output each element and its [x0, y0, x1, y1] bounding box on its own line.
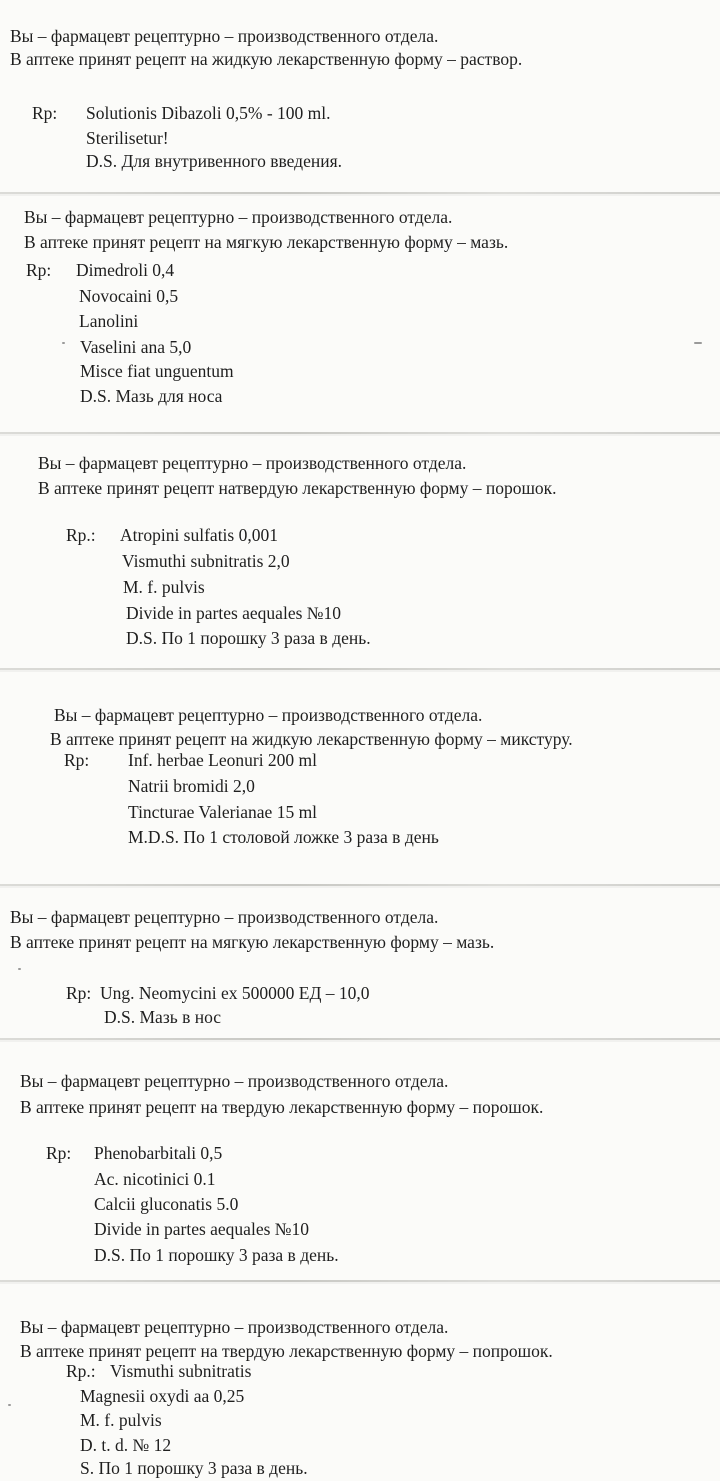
- rx-item: Atropini sulfatis 0,001: [120, 525, 278, 545]
- rx-item: Vismuthi subnitratis: [110, 1361, 252, 1381]
- rx-item: M.D.S. По 1 столовой ложке 3 раза в день: [128, 827, 439, 847]
- scan-speck: [8, 1404, 11, 1406]
- rp-label: Rp.:: [66, 525, 96, 545]
- scan-speck: [18, 968, 21, 970]
- rx-item: Solutionis Dibazoli 0,5% - 100 ml.: [86, 103, 331, 123]
- card-intro: В аптеке принят рецепт на твердую лекарственную форму – попрошок.: [20, 1341, 553, 1361]
- rx-item: Natrii bromidi 2,0: [128, 776, 255, 796]
- card-intro: В аптеке принят рецепт на твердую лекарственную форму – порошок.: [20, 1097, 544, 1117]
- cut-line: [0, 1038, 720, 1040]
- card-intro: В аптеке принят рецепт на жидкую лекарственную форму – микстуру.: [50, 729, 573, 749]
- cut-line: [0, 192, 720, 194]
- rx-item: Divide in partes aequales №10: [126, 603, 341, 623]
- rp-label: Rp:: [26, 260, 52, 280]
- rx-item: Vaselini ana 5,0: [80, 337, 192, 357]
- card-intro: В аптеке принят рецепт на мягкую лекарственную форму – мазь.: [24, 232, 509, 252]
- rx-item: Calcii gluconatis 5.0: [94, 1194, 239, 1214]
- cut-line: [0, 884, 720, 886]
- card-intro: В аптеке принят рецепт натвердую лекарственную форму – порошок.: [38, 478, 557, 498]
- rx-item: D.S. Мазь для носа: [80, 386, 223, 406]
- rp-label: Rp:: [32, 103, 58, 123]
- rx-item: Vismuthi subnitratis 2,0: [122, 551, 290, 571]
- rp-label: Rp:: [46, 1143, 72, 1163]
- rx-item: Lanolini: [79, 311, 139, 331]
- card-intro: Вы – фармацевт рецептурно – производственного отдела.: [20, 1317, 449, 1337]
- card-intro: В аптеке принят рецепт на жидкую лекарственную форму – раствор.: [10, 49, 523, 69]
- rx-item: Phenobarbitali 0,5: [94, 1143, 223, 1163]
- rx-item: Dimedroli 0,4: [76, 260, 175, 280]
- rx-item: Inf. herbae Leonuri 200 ml: [128, 750, 318, 770]
- cut-line: [0, 668, 720, 670]
- card-intro: Вы – фармацевт рецептурно – производственного отдела.: [10, 907, 439, 927]
- rx-item: Magnesii oxydi aa 0,25: [80, 1386, 245, 1406]
- card-intro: В аптеке принят рецепт на мягкую лекарственную форму – мазь.: [10, 932, 495, 952]
- rx-item: D.S. Мазь в нос: [104, 1007, 222, 1027]
- rp-label: Rp.:: [66, 1361, 96, 1381]
- rx-item: M. f. pulvis: [80, 1410, 162, 1430]
- rx-item: D.S. По 1 порошку 3 раза в день.: [126, 628, 371, 648]
- rx-item: M. f. pulvis: [123, 577, 205, 597]
- card-intro: Вы – фармацевт рецептурно – производственного отдела.: [54, 705, 483, 725]
- rx-item: S. По 1 порошку 3 раза в день.: [80, 1458, 308, 1478]
- rx-item: D. t. d. № 12: [80, 1435, 172, 1455]
- rx-item: Sterilisetur!: [86, 128, 169, 148]
- rx-item: Ung. Neomycini ex 500000 ЕД – 10,0: [100, 983, 370, 1003]
- rx-item: Novocaini 0,5: [79, 286, 179, 306]
- card-intro: Вы – фармацевт рецептурно – производственного отдела.: [10, 26, 439, 46]
- rx-item: D.S. По 1 порошку 3 раза в день.: [94, 1245, 339, 1265]
- scan-speck: [694, 342, 702, 344]
- rp-label: Rp:: [66, 983, 92, 1003]
- cut-line: [0, 432, 720, 434]
- rp-label: Rp:: [64, 750, 90, 770]
- scan-speck: [62, 342, 65, 344]
- rx-item: Divide in partes aequales №10: [94, 1219, 309, 1239]
- rx-item: Misce fiat unguentum: [80, 361, 234, 381]
- rx-item: D.S. Для внутривенного введения.: [86, 151, 343, 171]
- cut-line: [0, 1280, 720, 1282]
- rx-item: Tincturae Valerianae 15 ml: [128, 802, 318, 822]
- card-intro: Вы – фармацевт рецептурно – производственного отдела.: [20, 1071, 449, 1091]
- card-intro: Вы – фармацевт рецептурно – производственного отдела.: [24, 207, 453, 227]
- card-intro: Вы – фармацевт рецептурно – производственного отдела.: [38, 453, 467, 473]
- rx-item: Ac. nicotinici 0.1: [94, 1169, 216, 1189]
